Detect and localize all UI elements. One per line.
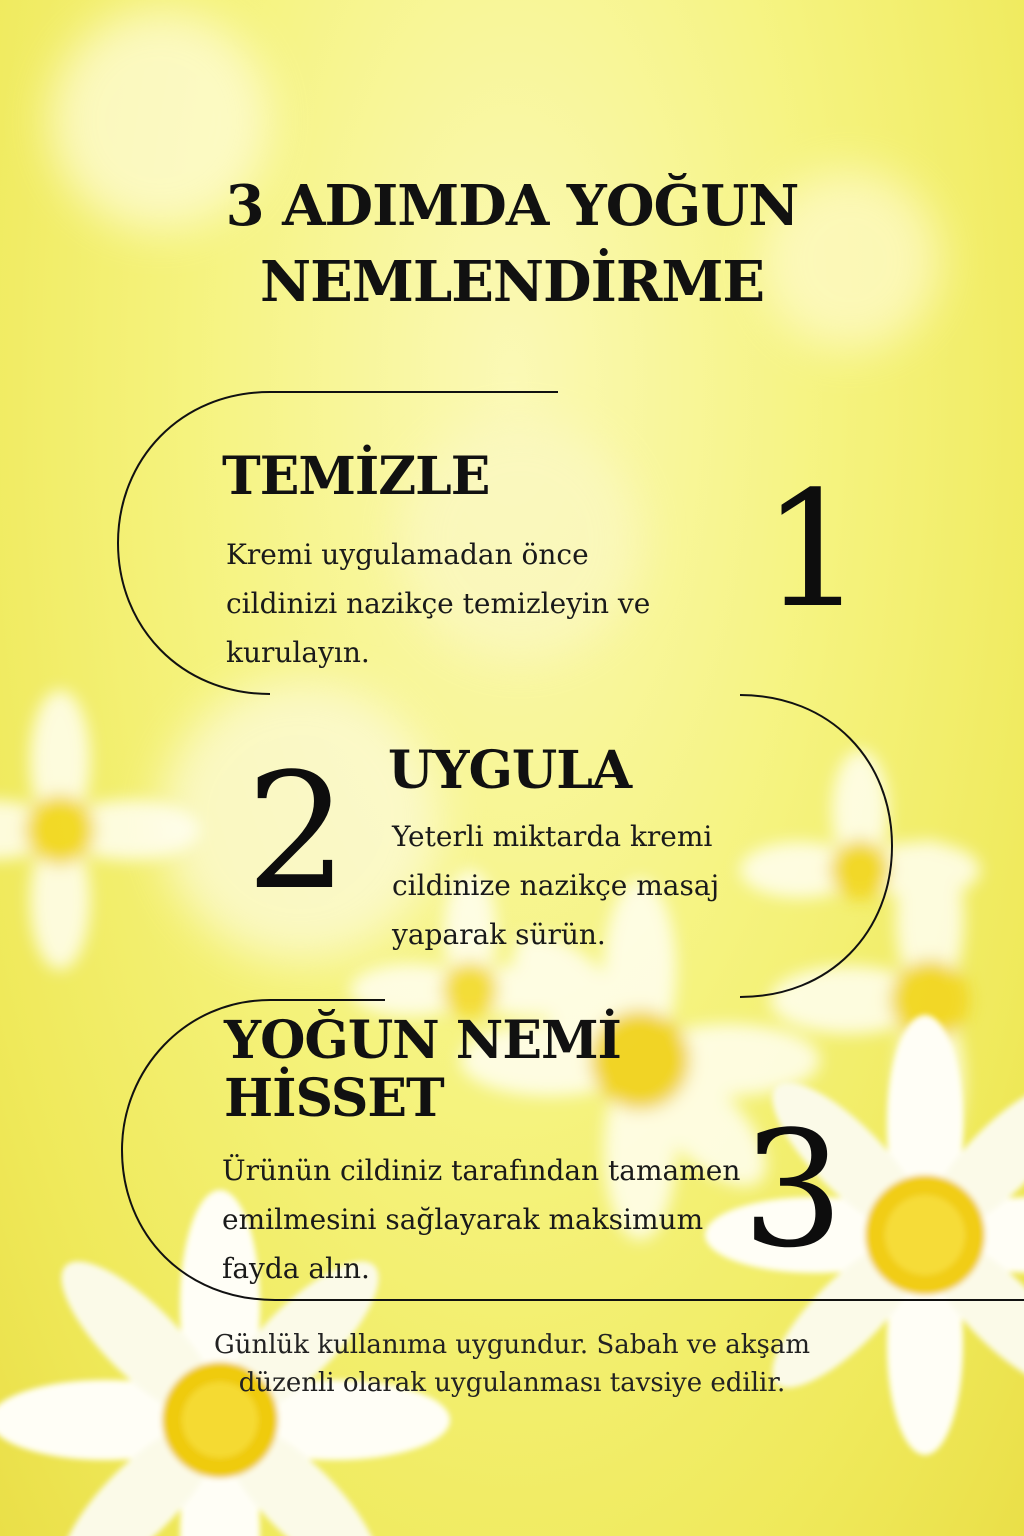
step-3-description xyxy=(222,1146,740,1293)
step-3-number: 3 xyxy=(742,1096,844,1283)
step-1-title xyxy=(222,448,489,506)
usage-note-line-1: Günlük kullanıma uygundur. Sabah ve akşam xyxy=(213,1330,811,1360)
step-2-title-line-1: UYGULA xyxy=(388,740,632,801)
step-1-description-line-3: kurulayın. xyxy=(226,636,370,669)
step-2-title xyxy=(388,742,631,800)
step-1-title-line-1: TEMİZLE xyxy=(222,446,490,507)
title-line-2: NEMLENDİRME xyxy=(259,249,765,315)
step-2-number: 2 xyxy=(246,738,348,925)
usage-note-line-2: düzenli olarak uygulanması tavsiye edilir. xyxy=(238,1368,786,1398)
step-2-description-line-3: yaparak sürün. xyxy=(392,918,606,951)
step-2-description-line-2: cildinize nazikçe masaj xyxy=(392,869,720,902)
step-3-title-line-1: YOĞUN NEMİ xyxy=(224,1010,621,1071)
usage-note xyxy=(0,1326,1024,1402)
step-3-title-line-2: HİSSET xyxy=(224,1068,444,1129)
page-title xyxy=(0,168,1024,320)
step-2-description-line-1: Yeterli miktarda kremi xyxy=(392,820,713,853)
step-3-description-line-3: fayda alın. xyxy=(222,1252,370,1285)
step-1-description-line-2: cildinizi nazikçe temizleyin ve xyxy=(226,587,651,620)
step-3-description-line-1: Ürünün cildiniz tarafından tamamen xyxy=(222,1154,741,1187)
step-1-description xyxy=(226,530,650,677)
step-3-description-line-2: emilmesini sağlayarak maksimum xyxy=(222,1203,704,1236)
step-3-title xyxy=(224,1012,621,1128)
title-line-1: 3 ADIMDA YOĞUN xyxy=(225,173,799,239)
step-1-number: 1 xyxy=(762,456,864,643)
step-1-description-line-1: Kremi uygulamadan önce xyxy=(226,538,589,571)
step-2-description xyxy=(392,812,719,959)
